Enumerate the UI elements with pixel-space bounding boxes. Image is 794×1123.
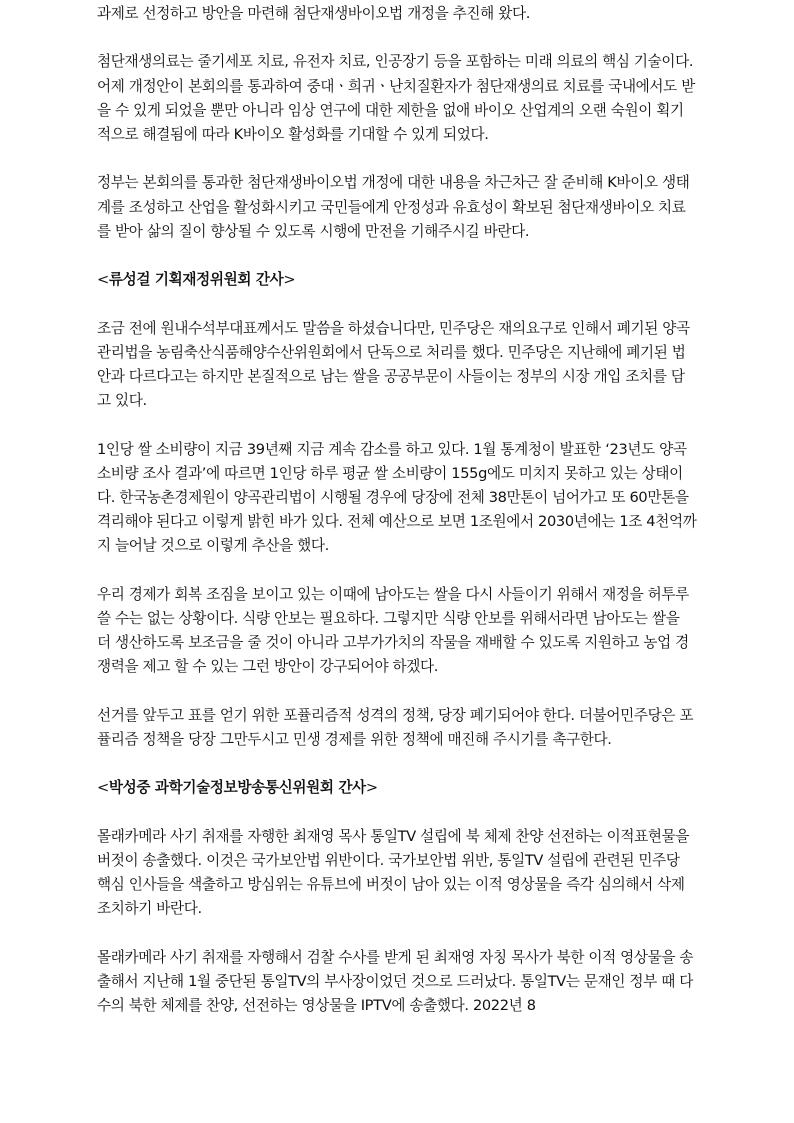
heading-speaker: 박성중 과학기술정보방송통신위원회 간사 bbox=[108, 779, 366, 797]
paragraph: 몰래카메라 사기 취재를 자행해서 검찰 수사를 받게 된 최재영 자칭 목사가 북한 이적 영상물을 송출해서 지난해 1월 중단된 통일TV의 부사장이었던 것으로 드러났다. 통일TV는 문재인 정부 때 다수의 북한 체제를 찬양, 선전하는 영상물을 IPTV에 송출했다. 2022년 8 bbox=[97, 948, 694, 1015]
paragraph: 조금 전에 원내수석부대표께서도 말씀을 하셨습니다만, 민주당은 재의요구로 인해서 폐기된 양곡관리법을 농림축산식품해양수산위원회에서 단독으로 처리를 했다. 민주당은 지난해에 폐기된 법안과 다르다고는 하지만 본질적으로 남는 쌀을 공공부문이 사들이는 정부의 시장 개입 조치를 담고 있다. bbox=[97, 319, 690, 410]
heading-speaker: 류성걸 기획재정위원회 간사 bbox=[108, 271, 284, 289]
section-heading bbox=[97, 776, 697, 800]
section-heading bbox=[97, 268, 697, 292]
paragraph: 첨단재생의료는 줄기세포 치료, 유전자 치료, 인공장기 등을 포함하는 미래 의료의 핵심 기술이다. 어제 개정안이 본회의를 통과하여 중대ㆍ희귀ㆍ난치질환자가 첨단재생의료 치료를 국내에서도 받을 수 있게 되었을 뿐만 아니라 임상 연구에 대한 제한을 없애 바이오 산업계의 오랜 숙원이 획기적으로 해결됨에 따라 K바이오 활성화를 기대할 수 있게 되었다. bbox=[97, 53, 695, 143]
heading-open-bracket: < bbox=[97, 779, 109, 797]
paragraph: 1인당 쌀 소비량이 지금 39년째 지금 계속 감소를 하고 있다. 1월 통계청이 발표한 ‘23년도 양곡 소비량 조사 결과’에 따르면 1인당 하루 평균 쌀 소비량이 155g에도 미치지 못하고 있는 상태이다. 한국농촌경제원이 양곡관리법이 시행될 경우에 당장에 전체 38만톤이 넘어가고 또 60만톤을 격리해야 된다고 이렇게 밝힌 바가 있다. 전체 예산으로 보면 1조원에서 2030년에는 1조 4천억까지 늘어날 것으로 이렇게 추산을 했다. bbox=[97, 440, 697, 555]
heading-close-bracket: > bbox=[365, 779, 378, 797]
paragraph: 우리 경제가 회복 조짐을 보이고 있는 이때에 남아도는 쌀을 다시 사들이기 위해서 재정을 허투루 쓸 수는 없는 상황이다. 식량 안보는 필요하다. 그렇지만 식량 안보를 위해서라면 남아도는 쌀을 더 생산하도록 보조금을 줄 것이 아니라 고부가가치의 작물을 재배할 수 있도록 지원하고 농업 경쟁력을 제고 할 수 있는 그런 방안이 강구되어야 하겠다. bbox=[97, 585, 689, 676]
paragraph: 몰래카메라 사기 취재를 자행한 최재영 목사 통일TV 설립에 북 체제 찬양 선전하는 이적표현물을 버젓이 송출했다. 이것은 국가보안법 위반이다. 국가보안법 위반, 통일TV 설립에 관련된 민주당 핵심 인사들을 색출하고 방심위는 유튜브에 버젓이 남아 있는 이적 영상물을 즉각 심의해서 삭제 조치하기 바란다. bbox=[97, 827, 690, 918]
paragraph: 과제로 선정하고 방안을 마련해 첨단재생바이오법 개정을 추진해 왔다. bbox=[97, 5, 530, 22]
paragraph: 선거를 앞두고 표를 얻기 위한 포퓰리즘적 성격의 정책, 당장 폐기되어야 한다. 더불어민주당은 포퓰리즘 정책을 당장 그만두시고 민생 경제를 위한 정책에 매진해 주시기를 촉구한다. bbox=[97, 706, 694, 748]
heading-close-bracket: > bbox=[283, 271, 296, 289]
heading-open-bracket: < bbox=[97, 271, 109, 289]
paragraph: 정부는 본회의를 통과한 첨단재생바이오법 개정에 대한 내용을 차근차근 잘 준비해 K바이오 생태계를 조성하고 산업을 활성화시키고 국민들에게 안정성과 유효성이 확보된 첨단재생바이오 치료를 받아 삶의 질이 향상될 수 있도록 시행에 만전을 기해주시길 바란다. bbox=[97, 174, 690, 240]
document-body bbox=[97, 2, 697, 1043]
